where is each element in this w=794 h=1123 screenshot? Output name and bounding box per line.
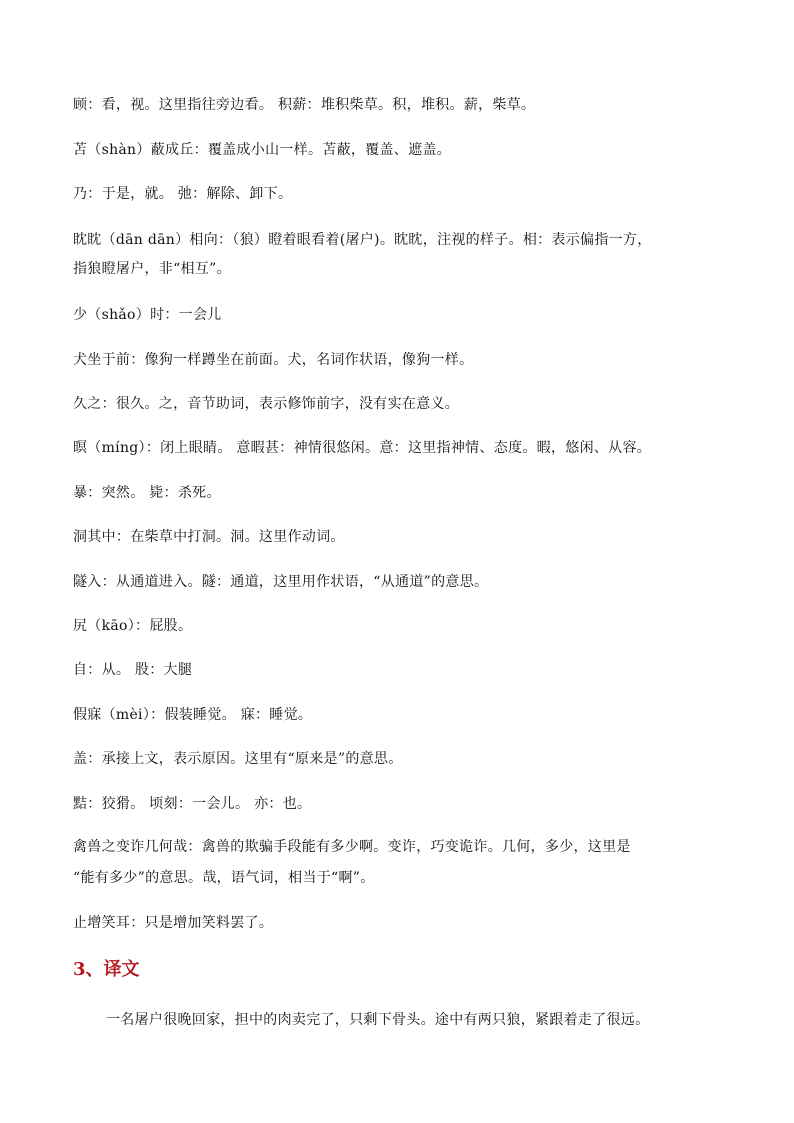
note-line: 少（shǎo）时：一会儿	[73, 307, 222, 323]
note-line: 自：从。 股：大腿	[73, 662, 193, 678]
note-line: 暝（míng）：闭上眼睛。 意暇甚：神情很悠闲。意：这里指神情、态度。暇，悠闲、从容。	[73, 440, 652, 456]
note-line: 犬坐于前：像狗一样蹲坐在前面。犬，名词作状语，像狗一样。	[73, 352, 474, 368]
note-line: 指狼瞪屠户，非“相互”。	[73, 261, 231, 277]
section-heading: 3、译文	[73, 959, 140, 980]
note-line: 禽兽之变诈几何哉：禽兽的欺骗手段能有多少啊。变诈，巧变诡诈。几何，多少，这里是	[73, 839, 631, 855]
note-line: 假寐（mèi）：假装睡觉。 寐：睡觉。	[73, 707, 313, 723]
translation-paragraph: 一名屠户很晚回家，担中的肉卖完了，只剩下骨头。途中有两只狼，紧跟着走了很远。	[106, 1012, 650, 1028]
note-line: 隧入：从通道进入。隧：通道，这里用作状语，“从通道”的意思。	[73, 574, 489, 590]
note-line: 顾：看，视。这里指往旁边看。 积薪：堆积柴草。积，堆积。薪，柴草。	[73, 97, 536, 113]
note-line: 黠：狡猾。 顷刻：一会儿。 亦：也。	[73, 796, 312, 812]
note-line: 尻（kāo）：屁股。	[73, 618, 193, 634]
note-line: 暴：突然。 毙：杀死。	[73, 485, 221, 501]
note-line: 久之：很久。之，音节助词，表示修饰前字，没有实在意义。	[73, 396, 460, 412]
note-line: 乃：于是，就。 弛：解除、卸下。	[73, 186, 293, 202]
note-line: 盖：承接上文，表示原因。这里有“原来是”的意思。	[73, 751, 403, 767]
note-line: 眈眈（dān dān）相向：（狼）瞪着眼看着(屠户)。眈眈，注视的样子。相：表示偏指一方，	[73, 232, 652, 248]
note-line: 苫（shàn）蔽成丘：覆盖成小山一样。苫蔽，覆盖、遮盖。	[73, 142, 451, 158]
note-line: 洞其中：在柴草中打洞。洞。这里作动词。	[73, 529, 345, 545]
note-line: “能有多少”的意思。哉，语气词，相当于“啊”。	[73, 870, 375, 886]
note-line: 止增笑耳：只是增加笑料罢了。	[73, 915, 274, 931]
